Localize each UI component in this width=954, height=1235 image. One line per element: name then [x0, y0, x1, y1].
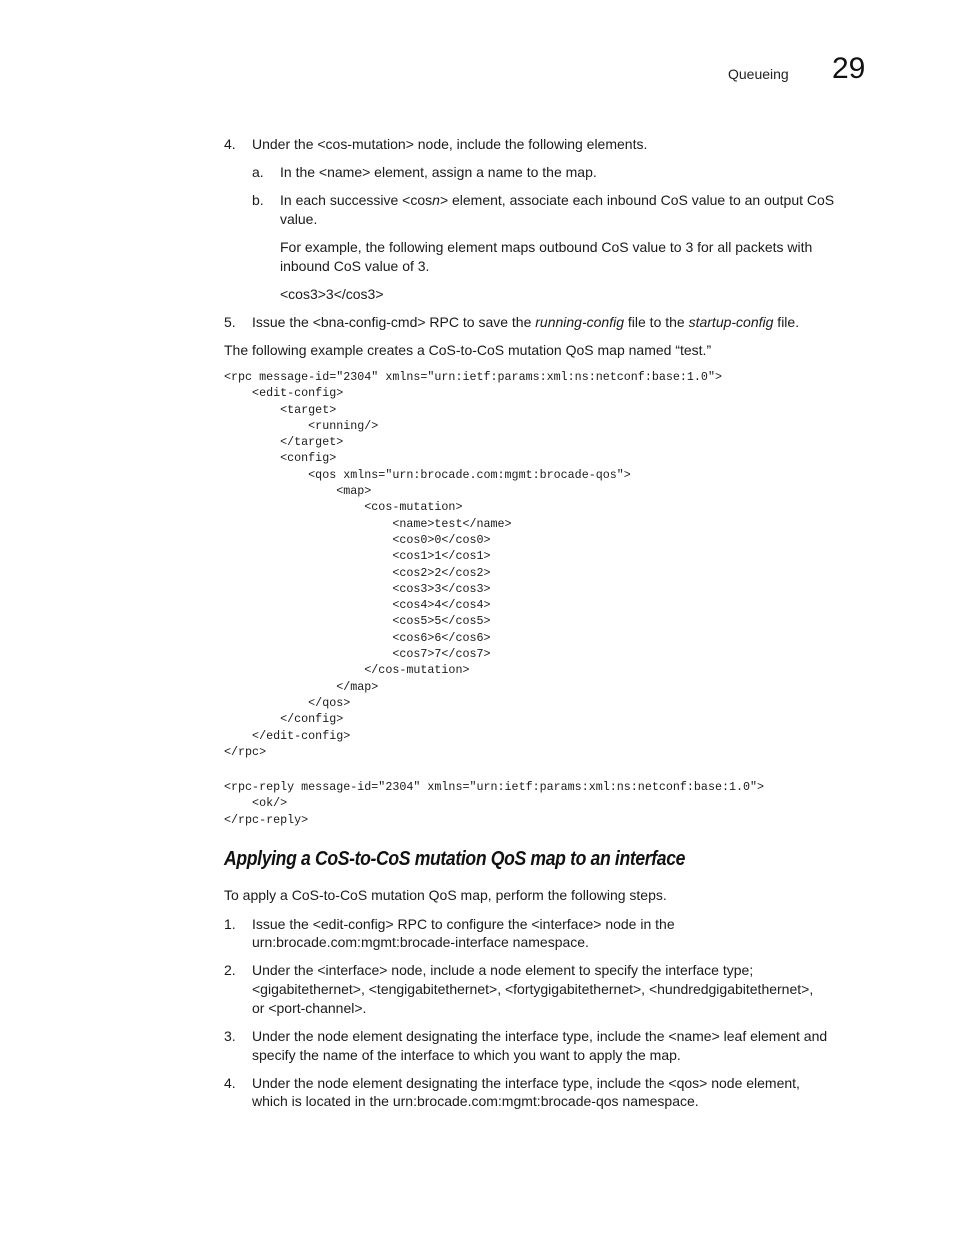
substep-text-part: In each successive <cos: [280, 192, 433, 208]
step-number: 2.: [224, 962, 236, 978]
step-text: Under the node element designating the interface type, include the <name> leaf element and: [252, 1028, 828, 1044]
substep-text: In the <name> element, assign a name to the map.: [280, 164, 597, 180]
step-number: 1.: [224, 916, 236, 932]
section-intro: To apply a CoS-to-CoS mutation QoS map, perform the following steps.: [224, 887, 667, 903]
code-block-reply: <rpc-reply message-id="2304" xmlns="urn:ietf:params:xml:ns:netconf:base:1.0"> <ok/> </rpc-reply>: [224, 780, 765, 827]
substep-text-part: > element, associate each inbound CoS value to an output CoS: [439, 192, 835, 208]
step-text-italic: running-config: [535, 314, 624, 330]
step-number: 4.: [224, 1075, 236, 1091]
step-text: specify the name of the interface to which you want to apply the map.: [252, 1047, 681, 1063]
step-text-part: Issue the <bna-config-cmd> RPC to save the: [252, 314, 536, 330]
step-text-part: file.: [773, 314, 800, 330]
step-text-italic: startup-config: [688, 314, 774, 330]
step-text: which is located in the urn:brocade.com:mgmt:brocade-qos namespace.: [252, 1093, 699, 1109]
step-text: or <port-channel>.: [252, 1000, 367, 1016]
step-text-part: file to the: [624, 314, 689, 330]
substep-letter: b.: [252, 192, 264, 208]
example-text: For example, the following element maps outbound CoS value to 3 for all packets with: [280, 239, 813, 255]
step-text: [252, 313, 799, 332]
example-intro: The following example creates a CoS-to-CoS mutation QoS map named “test.”: [224, 342, 712, 358]
chapter-number: 29: [832, 52, 866, 85]
section-heading: Applying a CoS-to-CoS mutation QoS map to an interface: [224, 848, 686, 870]
step-number: 4.: [224, 136, 236, 152]
substep-text: value.: [280, 211, 318, 227]
step-text: Under the <cos-mutation> node, include the following elements.: [252, 136, 648, 152]
step-text: <gigabitethernet>, <tengigabitethernet>, <fortygigabitethernet>, <hundredgigabitethernet>,: [252, 981, 814, 997]
step-text: Under the node element designating the interface type, include the <qos> node element,: [252, 1075, 800, 1091]
example-element: <cos3>3</cos3>: [280, 286, 384, 302]
substep-letter: a.: [252, 164, 264, 180]
example-text: inbound CoS value of 3.: [280, 258, 430, 274]
step-number: 5.: [224, 314, 236, 330]
code-block-request: <rpc message-id="2304" xmlns="urn:ietf:params:xml:ns:netconf:base:1.0"> <edit-config> <target> <running/> </target> <config> <qos xmlns="urn:brocade.com:mgmt:brocade-qos"> <map> <cos-mutation> <name>test</name> <cos0>0</cos0> <cos1>1</cos1> <cos2>2</cos2> <cos3>3</cos3> <cos4>4</cos4> <cos5>5</cos5> <cos6>6</cos6> <cos7>7</cos7> </cos-mutation> </map> </qos> </config> </edit-config> </rpc>: [224, 370, 722, 759]
step-number: 3.: [224, 1028, 236, 1044]
step-text: urn:brocade.com:mgmt:brocade-interface namespace.: [252, 934, 589, 950]
substep-text-italic: n: [432, 192, 440, 208]
step-text: Issue the <edit-config> RPC to configure the <interface> node in the: [252, 916, 675, 932]
substep-text: [280, 191, 834, 210]
step-text: Under the <interface> node, include a node element to specify the interface type;: [252, 962, 754, 978]
running-header-section: Queueing: [728, 66, 789, 82]
